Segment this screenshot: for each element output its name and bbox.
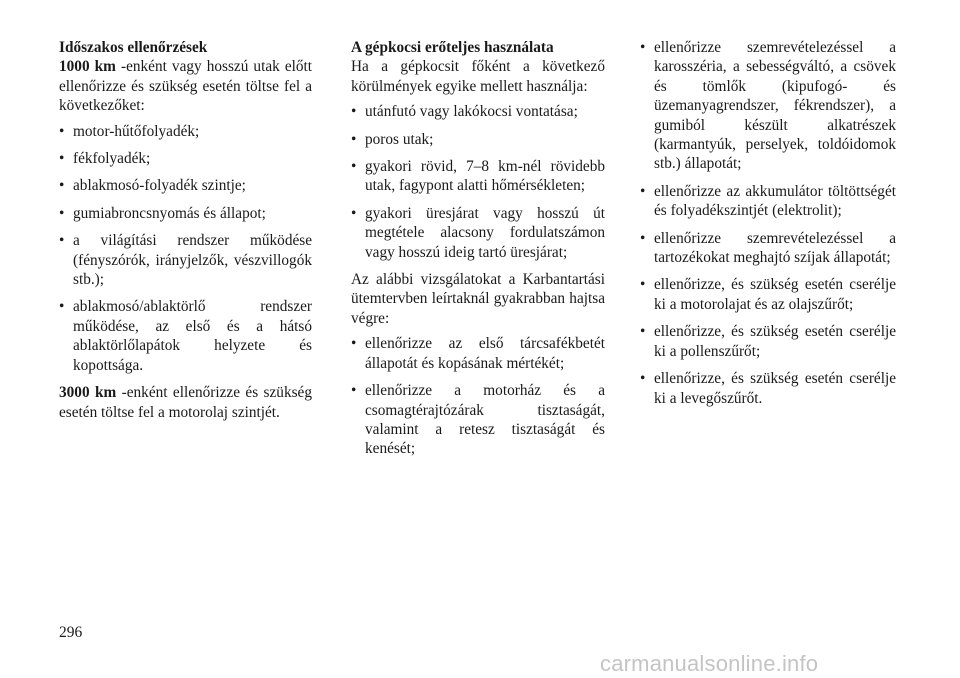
section-heading-periodic-checks: Időszakos ellenőrzések — [59, 39, 208, 56]
column-heavy-use — [351, 38, 605, 467]
list-item: • ablakmosó/ablaktörlő rendszer működése, az első és a hátsó ablaktörlőlapátok helyzete és kopottsága. — [59, 297, 312, 375]
interval-3000km: 3000 km — [59, 384, 117, 402]
watermark-text: carmanualsonline.info — [600, 651, 819, 676]
heavy-use-conditions-list — [351, 102, 605, 262]
oil-check-text: -enként ellenőrizze és szükség esetén töltse fel a motorolaj szintjét. — [59, 384, 312, 421]
heavy-use-intro: Ha a gépkocsit főként a következő körülmények egyike mellett használja: — [351, 58, 605, 95]
section-heading-heavy-use: A gépkocsi erőteljes használata — [351, 39, 554, 56]
list-item: • ellenőrizze szemrevételezéssel a tartozékokat meghajtó szíjak állapotát; — [640, 229, 896, 268]
list-item: • gyakori rövid, 7–8 km-nél rövidebb utak, fagypont alatti hőmérsékleten; — [351, 157, 605, 196]
inspection-list-part2 — [640, 38, 896, 408]
periodic-checks-list — [59, 122, 312, 375]
list-item: • gyakori üresjárat vagy hosszú út megtétele alacsony fordulatszámon vagy hosszú ideig tartó üresjárat; — [351, 204, 605, 262]
list-item: • utánfutó vagy lakókocsi vontatása; — [351, 102, 605, 121]
list-item: • ablakmosó-folyadék szintje; — [59, 176, 312, 195]
list-item: • ellenőrizze, és szükség esetén cserélje ki a motorolajat és az olajszűrőt; — [640, 275, 896, 314]
list-item: • ellenőrizze, és szükség esetén cserélje ki a pollenszűrőt; — [640, 322, 896, 361]
list-item: • ellenőrizze az első tárcsafékbetét állapotát és kopásának mértékét; — [351, 334, 605, 373]
interval-1000km: 1000 km — [59, 58, 116, 76]
intro-paragraph — [59, 57, 312, 115]
list-item: • ellenőrizze a motorház és a csomagtérajtózárak tisztaságát, valamint a retesz tisztaságát és kenését; — [351, 381, 605, 459]
list-item: • gumiabroncsnyomás és állapot; — [59, 204, 312, 223]
inspection-intro: Az alábbi vizsgálatokat a Karbantartási ütemtervben leírtaknál gyakrabban hajtsa végre: — [351, 271, 605, 327]
list-item: • motor-hűtőfolyadék; — [59, 122, 312, 141]
list-item: • ellenőrizze, és szükség esetén cserélje ki a levegőszűrőt. — [640, 369, 896, 408]
list-item: • poros utak; — [351, 130, 605, 149]
list-item: • ellenőrizze szemrevételezéssel a karosszéria, a sebességváltó, a csövek és tömlők (kipufogó- és üzemanyagrendszer, fékrendszer), a gumiból készült alkatrészek (karmantyúk, perselyek, toldóidomok stb.) állapotát; — [640, 38, 896, 174]
list-item: • fékfolyadék; — [59, 149, 312, 168]
intro-text: -enként vagy hosszú utak előtt ellenőrizze és szükség esetén töltse fel a következőket: — [59, 58, 313, 115]
oil-check-paragraph — [59, 383, 312, 422]
column-periodic-checks — [59, 38, 312, 430]
column-inspection-continued — [640, 38, 896, 416]
inspection-list-part1 — [351, 334, 605, 458]
page-number: 296 — [59, 624, 83, 641]
list-item: • ellenőrizze az akkumulátor töltöttségét és folyadékszintjét (elektrolit); — [640, 182, 896, 221]
list-item: • a világítási rendszer működése (fényszórók, irányjelzők, vészvillogók stb.); — [59, 231, 312, 289]
